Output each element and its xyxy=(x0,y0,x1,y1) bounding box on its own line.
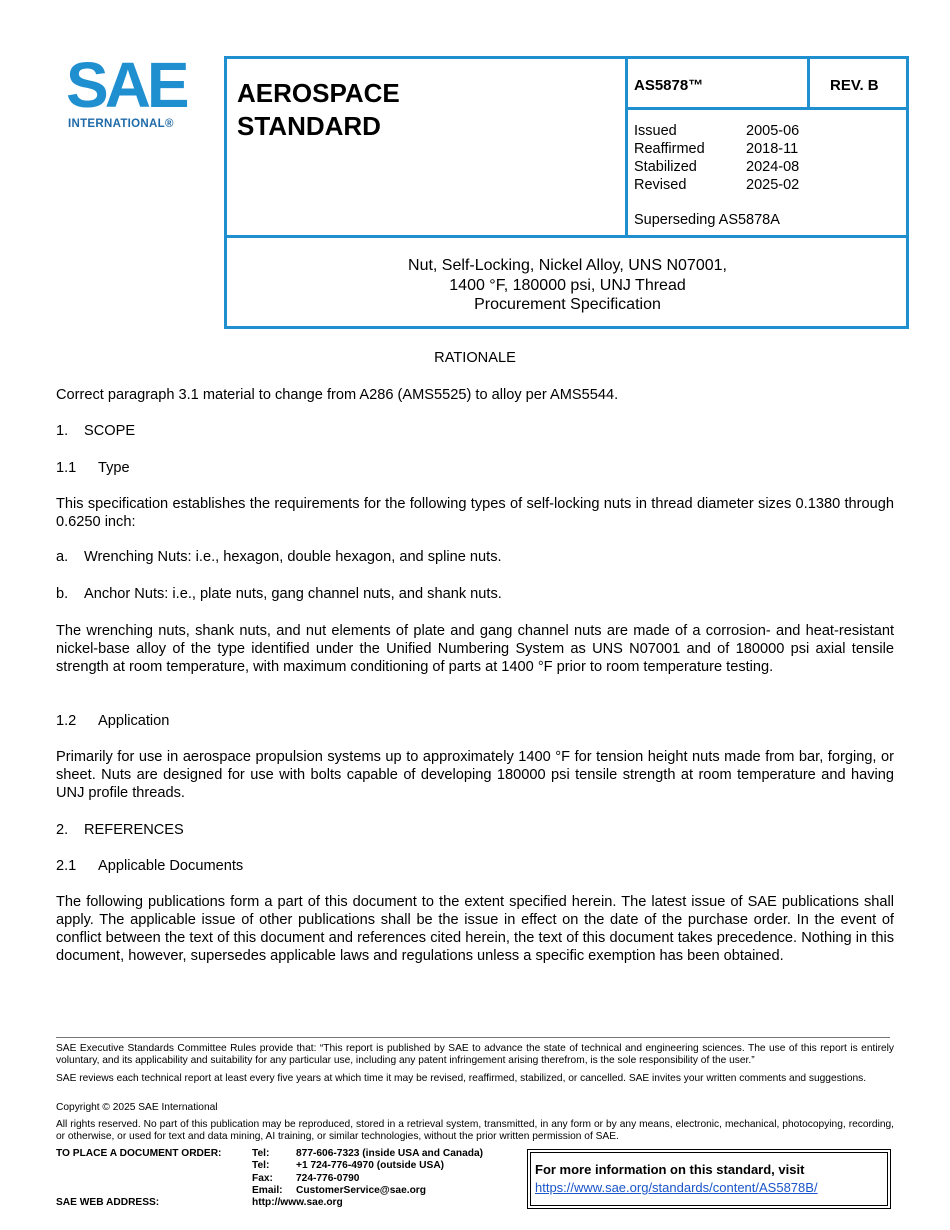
contact-key: Tel: xyxy=(252,1148,270,1159)
web-address-link[interactable]: http://www.sae.org xyxy=(252,1197,343,1209)
section-2-1-text: The following publications form a part of this document to the extent specified herein. The latest issue of SAE publications shall apply. The applicable issue of other publications shall be the issue in effect on the date of the purchase order. In the event of conflict between the text of this document and references cited herein, the text of this document takes precedence. Nothing in this document, however, supersedes applicable laws and regulations unless a specific exemption has been obtained. xyxy=(56,894,894,964)
revision-label: REV. B xyxy=(830,77,879,94)
copyright-text: Copyright © 2025 SAE International xyxy=(56,1102,218,1113)
contact-value: 724-776-0790 xyxy=(296,1172,360,1184)
list-item-a xyxy=(56,548,894,566)
contact-key: Email: xyxy=(252,1184,283,1196)
contact-value: 877-606-7323 (inside USA and Canada) xyxy=(296,1148,484,1159)
contact-row xyxy=(252,1197,483,1209)
date-value: 2018-11 xyxy=(746,141,799,157)
more-info-title: For more information on this standard, visit xyxy=(535,1162,805,1177)
list-label: a. xyxy=(56,549,69,565)
committee-rules-text: SAE Executive Standards Committee Rules provide that: “This report is published by SAE to advance the state of technical and engineering sciences. The use of this report is entirely voluntary, and its applicability and suitability for any particular use, including any patent infringement arising therefrom, is the sole responsibility of the user.” xyxy=(56,1043,894,1066)
date-label: Issued xyxy=(634,123,677,139)
web-address-label: SAE WEB ADDRESS: xyxy=(56,1197,160,1208)
more-info-box xyxy=(527,1149,891,1209)
section-number: 2.1 xyxy=(56,858,77,874)
section-2-1-heading xyxy=(56,857,894,875)
contact-value: +1 724-776-4970 (outside USA) xyxy=(296,1160,445,1172)
date-row-issued xyxy=(634,122,799,140)
section-1-heading xyxy=(56,422,894,440)
date-value: 2025-02 xyxy=(746,177,800,193)
order-label: TO PLACE A DOCUMENT ORDER: xyxy=(56,1148,222,1159)
contact-email[interactable]: CustomerService@sae.org xyxy=(296,1184,426,1196)
subject-line-3: Procurement Specification xyxy=(474,296,661,313)
contact-key: Tel: xyxy=(252,1160,270,1172)
rights-text: All rights reserved. No part of this publication may be reproduced, stored in a retrieval system, transmitted, in any form or by any means, electronic, mechanical, photocopying, recording, or otherwise, or used for text and data mining, AI training, or similar technologies, without the prior written permission of SAE. xyxy=(56,1119,894,1142)
date-history xyxy=(634,122,799,194)
section-1-2-text: Primarily for use in aerospace propulsion systems up to approximately 1400 °F for tension height nuts made from bar, forging, or sheet. Nuts are designed for use with bolts capable of developing 180000 psi tensile strength at room temperature and having UNJ profile threads. xyxy=(56,749,894,801)
section-title: Type xyxy=(98,460,130,476)
subject-line-1: Nut, Self-Locking, Nickel Alloy, UNS N07001, xyxy=(408,257,727,274)
date-value: 2024-08 xyxy=(746,159,800,175)
date-label: Stabilized xyxy=(634,159,697,175)
sae-logo xyxy=(66,49,188,135)
review-policy-text: SAE reviews each technical report at least every five years at which time it may be revised, reaffirmed, stabilized, or cancelled. SAE invites your written comments and suggestions. xyxy=(56,1073,867,1084)
date-row-revised xyxy=(634,176,799,194)
section-number: 2. xyxy=(56,822,69,838)
list-text: Anchor Nuts: i.e., plate nuts, gang channel nuts, and shank nuts. xyxy=(84,586,502,602)
section-title: Applicable Documents xyxy=(98,858,244,874)
section-title: Application xyxy=(98,713,170,729)
date-label: Revised xyxy=(634,177,687,193)
contact-row xyxy=(252,1173,483,1185)
date-row-stabilized xyxy=(634,158,799,176)
contact-row xyxy=(252,1160,483,1172)
document-subject xyxy=(227,256,908,315)
section-1-1-text-2: The wrenching nuts, shank nuts, and nut elements of plate and gang channel nuts are made of a corrosion- and heat-resistant nickel-base alloy of the type identified under the Unified Numbering System as UNS N07001 and of 180000 psi axial tensile strength at room temperature, with maximum conditioning of parts at 1400 °F prior to room temperature testing. xyxy=(56,623,894,675)
contact-row xyxy=(252,1185,483,1197)
logo-wordmark: SAE xyxy=(66,49,186,121)
standard-url-link[interactable]: https://www.sae.org/standards/content/AS5878B/ xyxy=(535,1180,818,1195)
rationale-heading: RATIONALE xyxy=(434,350,516,366)
title-line-1: AEROSPACE xyxy=(237,78,400,108)
section-title: SCOPE xyxy=(84,423,136,439)
rationale-text: Correct paragraph 3.1 material to change from A286 (AMS5525) to alloy per AMS5544. xyxy=(56,387,619,403)
superseding-note: Superseding AS5878A xyxy=(634,212,780,228)
list-label: b. xyxy=(56,586,69,602)
date-row-reaffirmed xyxy=(634,140,799,158)
section-number: 1.1 xyxy=(56,460,77,476)
document-id: AS5878™ xyxy=(634,77,704,94)
standard-type-title xyxy=(237,77,400,143)
section-title: REFERENCES xyxy=(84,822,184,838)
section-1-1-heading xyxy=(56,459,894,477)
logo-subtitle: INTERNATIONAL® xyxy=(68,118,174,130)
contact-info xyxy=(252,1148,483,1209)
date-value: 2005-06 xyxy=(746,123,800,139)
date-label: Reaffirmed xyxy=(634,141,705,157)
section-number: 1.2 xyxy=(56,713,77,729)
title-line-2: STANDARD xyxy=(237,111,381,141)
contact-row xyxy=(252,1148,483,1160)
list-text: Wrenching Nuts: i.e., hexagon, double hexagon, and spline nuts. xyxy=(84,549,502,565)
section-2-heading xyxy=(56,821,894,839)
list-item-b xyxy=(56,585,894,603)
contact-key: Fax: xyxy=(252,1172,273,1184)
section-number: 1. xyxy=(56,423,69,439)
subject-line-2: 1400 °F, 180000 psi, UNJ Thread xyxy=(449,276,686,294)
footer-divider xyxy=(56,1037,890,1038)
section-1-1-text: This specification establishes the requirements for the following types of self-locking nuts in thread diameter sizes 0.1380 through 0.6250 inch: xyxy=(56,496,894,530)
section-1-2-heading xyxy=(56,712,894,730)
